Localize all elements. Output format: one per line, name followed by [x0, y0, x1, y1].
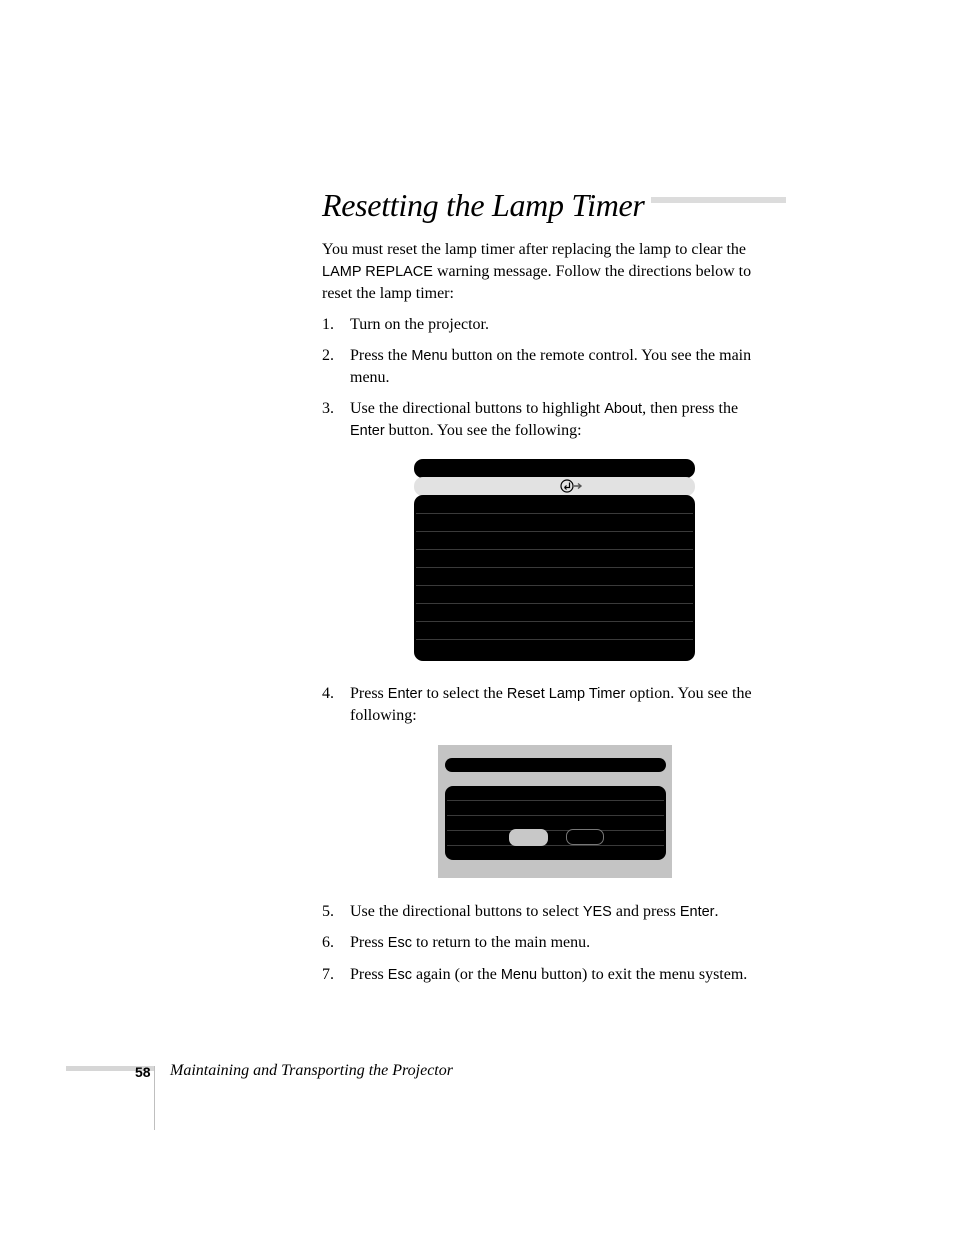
- step-text: [350, 901, 786, 923]
- about-menu-screenshot: [414, 459, 695, 661]
- step-text-part: again (or the: [411, 966, 501, 983]
- no-button[interactable]: [566, 829, 604, 845]
- step-text: [350, 345, 786, 389]
- step-number: 1.: [322, 316, 334, 333]
- dialog-row-divider: [447, 830, 664, 831]
- step-text-part: .: [714, 903, 719, 920]
- menu-highlighted-row: [414, 477, 695, 496]
- reset-confirm-screenshot: [438, 745, 672, 878]
- menu-row-divider: [416, 549, 693, 550]
- step-text: [350, 683, 786, 727]
- step-number: 7.: [322, 966, 334, 983]
- footer-vertical-rule: [154, 1066, 155, 1130]
- menu-row-divider: [416, 585, 693, 586]
- step-text-part: , then press the: [642, 400, 739, 417]
- step-text-part: to return to the main menu.: [411, 934, 591, 951]
- enter-arrow-icon: [560, 479, 588, 493]
- intro-line-2: [322, 261, 786, 283]
- intro-paragraph: [322, 239, 786, 305]
- reset-lamp-timer-term: Reset Lamp Timer: [506, 686, 626, 702]
- menu-row-divider: [416, 603, 693, 604]
- step-text-part: Use the directional buttons to select: [350, 903, 583, 920]
- menu-row-divider: [416, 621, 693, 622]
- menu-row-divider: [416, 531, 693, 532]
- enter-key-term: Enter: [350, 423, 385, 439]
- step-text-part: to select the: [422, 685, 507, 702]
- menu-row-divider: [416, 639, 693, 640]
- dialog-row-divider: [447, 815, 664, 816]
- step-text-part: Press: [350, 685, 388, 702]
- step-text-part: and press: [611, 903, 680, 920]
- page-number: 58: [135, 1064, 151, 1080]
- dialog-row-divider: [447, 845, 664, 846]
- step-text-part: Press: [350, 966, 388, 983]
- step-number: 5.: [322, 903, 334, 920]
- dialog-title-bar: [445, 758, 666, 772]
- enter-key-term: Enter: [679, 904, 715, 920]
- yes-button[interactable]: [509, 829, 548, 846]
- step-text-part: Use the directional buttons to highlight: [350, 400, 605, 417]
- step-number: 3.: [322, 400, 334, 417]
- menu-rows: [414, 495, 695, 661]
- intro-line-1: You must reset the lamp timer after replacing the lamp to clear the: [322, 241, 747, 258]
- menu-key-term: Menu: [411, 348, 448, 364]
- chapter-title: Maintaining and Transporting the Projector: [170, 1062, 453, 1079]
- esc-key-term: Esc: [387, 967, 412, 983]
- menu-title-bar: [414, 459, 695, 478]
- step-number: 2.: [322, 347, 334, 364]
- lamp-replace-term: LAMP REPLACE: [322, 264, 433, 280]
- menu-row-divider: [416, 513, 693, 514]
- menu-key-term: Menu: [500, 967, 538, 983]
- esc-key-term: Esc: [387, 935, 412, 951]
- step-text-part: following:: [350, 707, 417, 724]
- step-text-part: button on the remote control. You see the main: [447, 347, 752, 364]
- step-text: Turn on the projector.: [350, 316, 489, 333]
- intro-line-2-text: warning message. Follow the directions below to: [432, 263, 752, 280]
- step-text-part: Press the: [350, 347, 412, 364]
- step-text: [350, 932, 786, 954]
- step-number: 4.: [322, 685, 334, 702]
- step-text-part: Press: [350, 934, 388, 951]
- menu-row-divider: [416, 567, 693, 568]
- yes-term: YES: [582, 904, 612, 920]
- step-text-part: button. You see the following:: [384, 422, 582, 439]
- step-text: [350, 964, 786, 986]
- intro-line-3: reset the lamp timer:: [322, 285, 454, 302]
- dialog-row-divider: [447, 800, 664, 801]
- step-text: [350, 398, 786, 442]
- about-term: About: [604, 401, 643, 417]
- page-title: Resetting the Lamp Timer: [322, 187, 651, 224]
- enter-key-term: Enter: [387, 686, 423, 702]
- dialog-body: [445, 786, 666, 860]
- step-text-part: menu.: [350, 369, 390, 386]
- step-text-part: option. You see the: [625, 685, 752, 702]
- step-number: 6.: [322, 934, 334, 951]
- step-text-part: button) to exit the menu system.: [537, 966, 748, 983]
